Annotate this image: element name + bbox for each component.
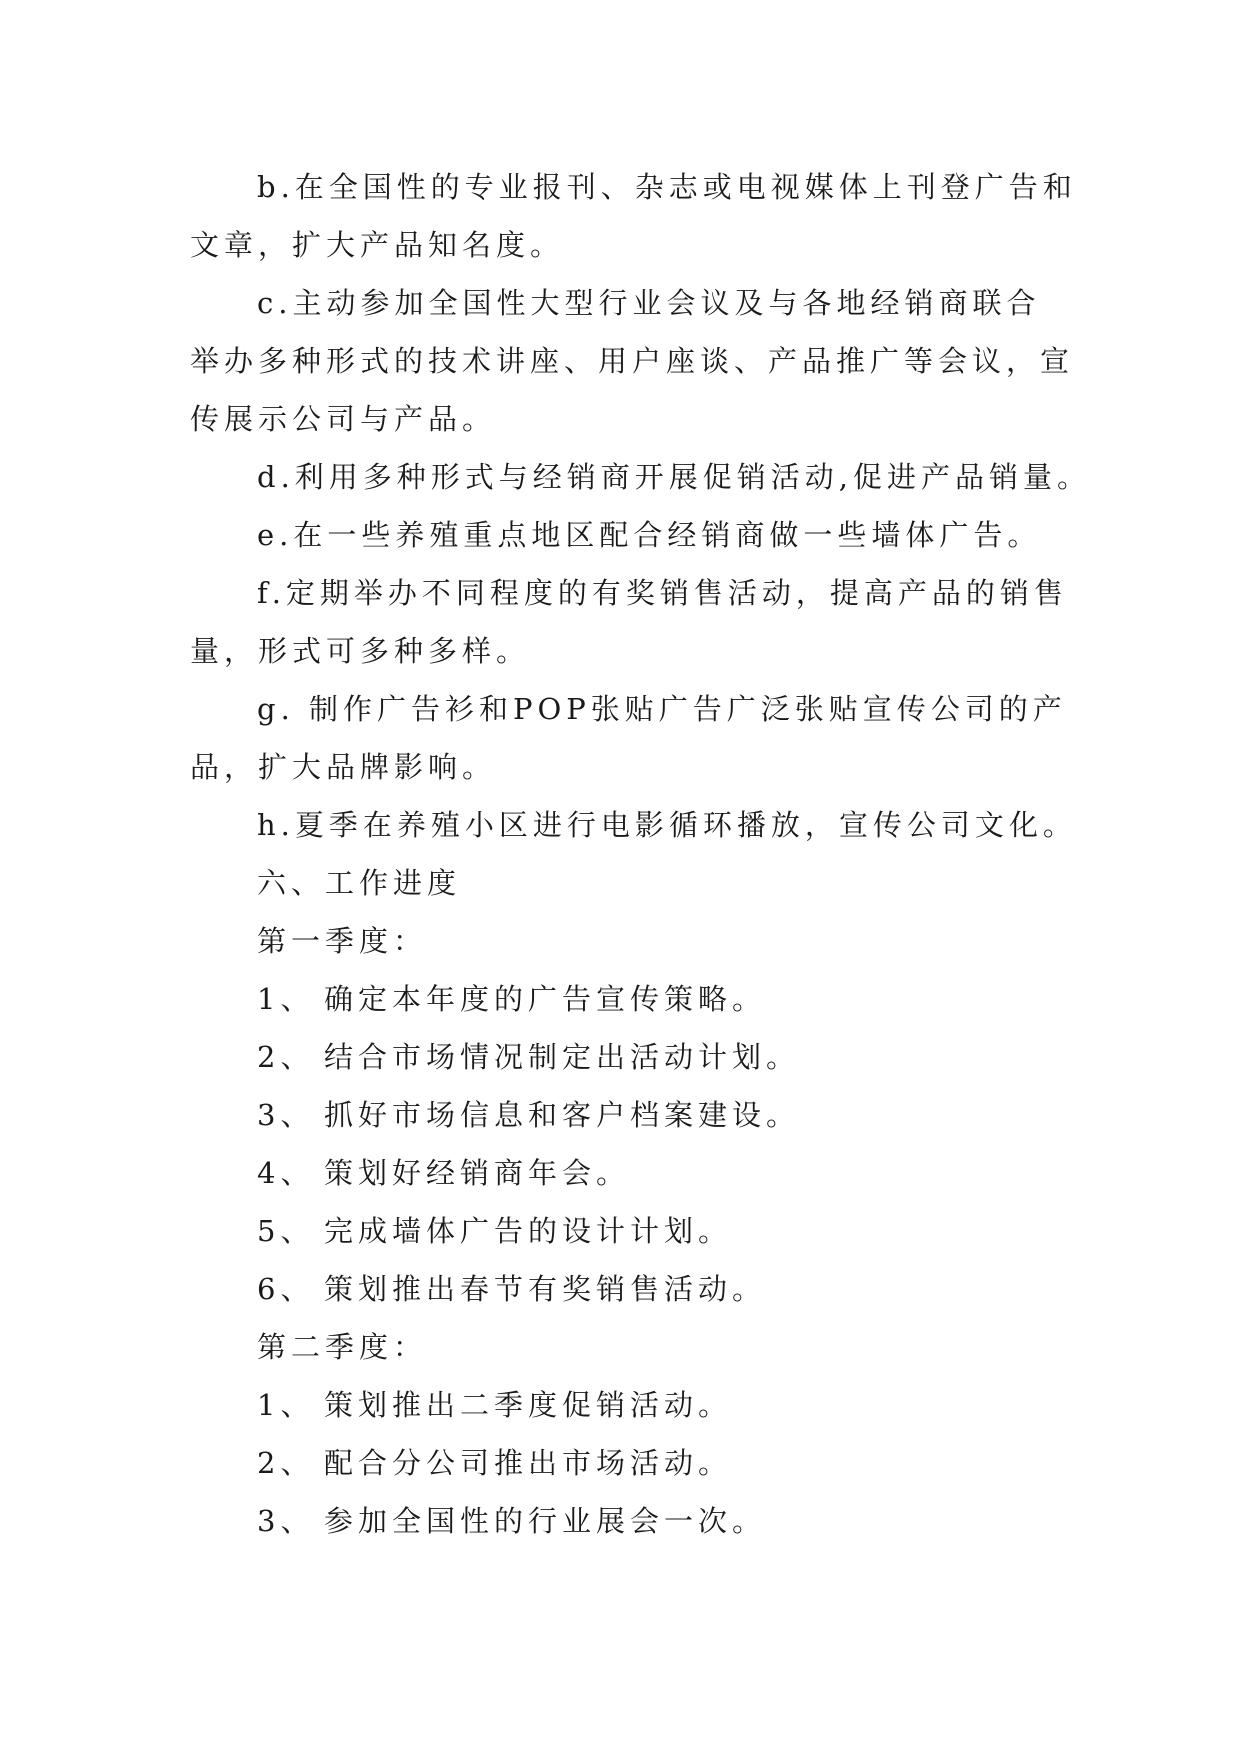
section-heading: 六、工作进度	[257, 866, 462, 900]
list-item-number: 5、	[257, 1214, 315, 1248]
list-item-number: 1、	[257, 982, 315, 1016]
list-item-text: 完成墙体广告的设计计划。	[324, 1214, 733, 1248]
list-item-number: 6、	[257, 1272, 315, 1306]
list-item-text: 策划推出春节有奖销售活动。	[324, 1272, 767, 1306]
list-item	[190, 970, 1050, 1028]
list-item	[190, 1202, 1050, 1260]
list-item-number: 2、	[257, 1040, 315, 1074]
paragraph-c-line-3: 传展示公司与产品。	[190, 402, 497, 436]
list-item-text: 策划推出二季度促销活动。	[324, 1388, 733, 1422]
paragraph-h-line-1: h.夏季在养殖小区进行电影循环播放，宣传公司文化。	[257, 808, 1077, 842]
list-item	[190, 1492, 1050, 1550]
list-item-number: 3、	[257, 1504, 315, 1538]
list-item	[190, 1028, 1050, 1086]
list-item-number: 3、	[257, 1098, 315, 1132]
paragraph-f-line-1: f.定期举办不同程度的有奖销售活动，提高产品的销售	[257, 576, 1068, 610]
list-item	[190, 1144, 1050, 1202]
paragraph-g-line-2: 品，扩大品牌影响。	[190, 750, 497, 784]
paragraph-f-line-2: 量，形式可多种多样。	[190, 634, 531, 668]
list-item-number: 4、	[257, 1156, 315, 1190]
list-item-text: 配合分公司推出市场活动。	[324, 1446, 733, 1480]
list-item	[190, 1086, 1050, 1144]
quarter1-title: 第一季度：	[257, 924, 428, 958]
paragraph-c-line-1: c.主动参加全国性大型行业会议及与各地经销商联合	[257, 286, 1041, 320]
list-item-text: 策划好经销商年会。	[324, 1156, 631, 1190]
list-item-number: 2、	[257, 1446, 315, 1480]
paragraph-d-line-1: d.利用多种形式与经销商开展促销活动,促进产品销量。	[257, 460, 1092, 494]
list-item-text: 参加全国性的行业展会一次。	[324, 1504, 767, 1538]
paragraph-e-line-1: e.在一些养殖重点地区配合经销商做一些墙体广告。	[257, 518, 1042, 552]
paragraph-b-line-1: b.在全国性的专业报刊、杂志或电视媒体上刊登广告和	[257, 170, 1077, 204]
list-item-text: 抓好市场信息和客户档案建设。	[324, 1098, 801, 1132]
quarter2-title: 第二季度：	[257, 1330, 428, 1364]
list-item	[190, 1376, 1050, 1434]
list-item	[190, 1260, 1050, 1318]
paragraph-c-line-2: 举办多种形式的技术讲座、用户座谈、产品推广等会议，宣	[190, 344, 1075, 378]
document-body	[190, 158, 1092, 1550]
list-item-number: 1、	[257, 1388, 315, 1422]
list-item-text: 确定本年度的广告宣传策略。	[324, 982, 767, 1016]
paragraph-g-line-1: g. 制作广告衫和POP张贴广告广泛张贴宣传公司的产	[257, 692, 1067, 726]
list-item	[190, 1434, 1050, 1492]
list-item-text: 结合市场情况制定出活动计划。	[324, 1040, 801, 1074]
paragraph-b-line-2: 文章，扩大产品知名度。	[190, 228, 565, 262]
